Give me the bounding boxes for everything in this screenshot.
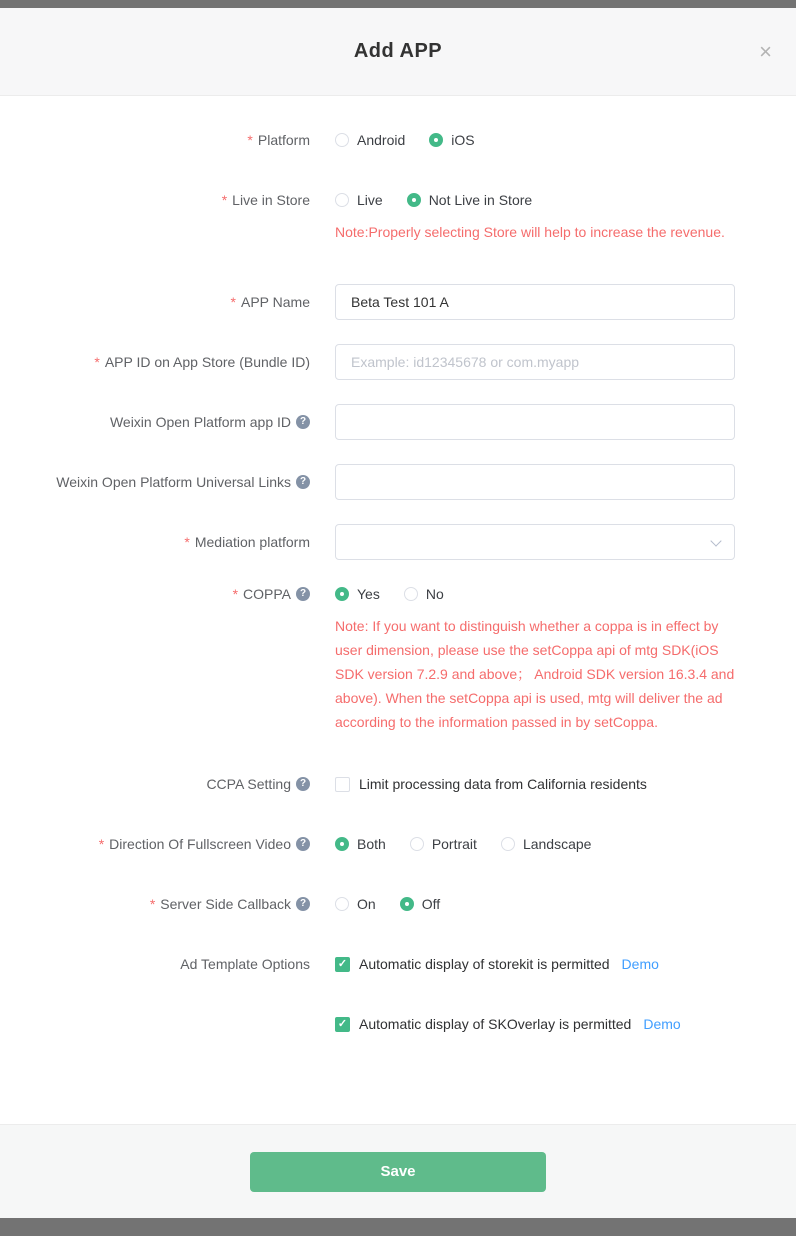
bundle-id-label	[0, 344, 310, 380]
ccpa-content	[335, 774, 796, 794]
radio-coppa-yes[interactable]	[335, 586, 380, 602]
label-text: Server Side Callback	[160, 896, 291, 912]
radio-live[interactable]	[335, 192, 383, 208]
form-row-weixin-app-id	[0, 404, 796, 440]
radio-icon	[335, 587, 349, 601]
label-text: Ad Template Options	[180, 956, 310, 972]
radio-direction-portrait[interactable]	[410, 836, 477, 852]
weixin-links-content	[335, 464, 796, 500]
bundle-id-input[interactable]	[335, 344, 735, 380]
radio-icon	[407, 193, 421, 207]
label-text: APP ID on App Store (Bundle ID)	[104, 354, 310, 370]
server-callback-options	[335, 894, 796, 914]
coppa-label	[0, 584, 310, 604]
form-row-server-callback	[0, 894, 796, 914]
required-mark: *	[98, 836, 105, 852]
radio-platform-ios[interactable]	[429, 132, 474, 148]
dialog-body	[0, 96, 796, 1124]
radio-label: Off	[421, 896, 441, 912]
ad-template-item-storekit	[335, 954, 796, 974]
help-icon[interactable]	[296, 587, 310, 601]
checkbox-label: Limit processing data from California residents	[359, 776, 647, 792]
radio-label: Portrait	[431, 836, 477, 852]
help-icon[interactable]	[296, 475, 310, 489]
label-text: CCPA Setting	[206, 776, 291, 792]
checkbox-icon[interactable]	[335, 777, 350, 792]
weixin-links-label	[0, 464, 310, 500]
form-row-weixin-links	[0, 464, 796, 500]
backdrop-bottom	[0, 1218, 796, 1236]
ad-template-content	[335, 954, 796, 1034]
radio-label: Landscape	[522, 836, 592, 852]
platform-label	[0, 130, 310, 150]
live-in-store-options	[335, 190, 796, 210]
required-mark: *	[94, 354, 100, 370]
coppa-note: Note: If you want to distinguish whether a coppa is in effect by user dimension, please use the setCoppa api of mtg SDK(iOS SDK version 7.2.9 and above； Android SDK version 16.3.4 and above). When the setCoppa api is used, mtg will deliver the ad according to the information passed in by setCoppa.	[335, 618, 735, 730]
ccpa-checkbox-row[interactable]	[335, 774, 796, 794]
label-text: APP Name	[241, 294, 310, 310]
form-row-ad-template	[0, 954, 796, 1034]
label-text: Weixin Open Platform Universal Links	[56, 474, 291, 490]
app-name-input[interactable]	[335, 284, 735, 320]
required-mark: *	[149, 896, 156, 912]
weixin-app-id-label	[0, 404, 310, 440]
ccpa-label	[0, 774, 310, 794]
checkbox-icon[interactable]	[335, 1017, 350, 1032]
weixin-app-id-input[interactable]	[335, 404, 735, 440]
radio-callback-off[interactable]	[400, 896, 440, 912]
label-text: Platform	[257, 132, 310, 148]
radio-label: Not Live in Store	[428, 192, 533, 208]
form-row-direction	[0, 834, 796, 854]
radio-icon	[429, 133, 443, 147]
mediation-select[interactable]	[335, 524, 735, 560]
bundle-id-content	[335, 344, 796, 380]
demo-link-storekit[interactable]: Demo	[621, 956, 659, 972]
label-text: Direction Of Fullscreen Video	[109, 836, 291, 852]
help-icon[interactable]	[296, 777, 310, 791]
radio-direction-both[interactable]	[335, 836, 386, 852]
dialog-footer	[0, 1124, 796, 1218]
label-text: COPPA	[243, 586, 291, 602]
radio-label: Android	[357, 132, 406, 148]
coppa-options	[335, 584, 796, 604]
add-app-dialog	[0, 8, 796, 1218]
mediation-content	[335, 524, 796, 560]
label-text: Mediation platform	[194, 534, 310, 550]
radio-direction-landscape[interactable]	[501, 836, 592, 852]
radio-label: On	[357, 896, 376, 912]
app-name-label	[0, 284, 310, 320]
required-mark: *	[247, 132, 253, 148]
radio-label: Yes	[357, 586, 380, 602]
label-text: Live in Store	[232, 192, 310, 208]
help-icon[interactable]	[296, 837, 310, 851]
direction-content	[335, 834, 796, 854]
radio-icon	[335, 837, 349, 851]
radio-icon	[400, 897, 414, 911]
radio-icon	[501, 837, 515, 851]
server-callback-content	[335, 894, 796, 914]
direction-label	[0, 834, 310, 854]
ad-template-label	[0, 954, 310, 974]
radio-platform-android[interactable]	[335, 132, 405, 148]
radio-label: Live	[357, 192, 383, 208]
dialog-title: Add APP	[353, 40, 443, 62]
radio-icon	[410, 837, 424, 851]
form-row-platform	[0, 130, 796, 150]
required-mark: *	[230, 294, 236, 310]
radio-icon	[404, 587, 418, 601]
radio-label: No	[425, 586, 444, 602]
radio-coppa-no[interactable]	[404, 586, 444, 602]
weixin-app-id-content	[335, 404, 796, 440]
form-row-app-name	[0, 284, 796, 320]
mediation-label	[0, 524, 310, 560]
backdrop-top	[0, 0, 796, 8]
save-button[interactable]: Save	[250, 1152, 546, 1192]
chevron-down-icon	[710, 535, 721, 546]
radio-label: iOS	[451, 132, 475, 148]
form-row-mediation	[0, 524, 796, 560]
radio-icon	[335, 897, 349, 911]
form-row-coppa	[0, 584, 796, 734]
help-icon[interactable]	[296, 415, 310, 429]
form-row-live-in-store	[0, 190, 796, 244]
form-row-bundle-id	[0, 344, 796, 380]
radio-callback-on[interactable]	[335, 896, 376, 912]
form-row-ccpa	[0, 774, 796, 794]
demo-link-skoverlay[interactable]: Demo	[643, 1016, 681, 1032]
close-icon[interactable]: ×	[759, 38, 772, 64]
required-mark: *	[232, 586, 239, 602]
platform-content	[335, 130, 796, 150]
radio-label: Both	[357, 836, 386, 852]
required-mark: *	[184, 534, 190, 550]
live-in-store-note: Note:Properly selecting Store will help to increase the revenue.	[335, 224, 725, 240]
checkbox-label: Automatic display of storekit is permitted	[359, 956, 610, 972]
coppa-content	[335, 584, 796, 734]
radio-icon	[335, 193, 349, 207]
live-in-store-content	[335, 190, 796, 244]
direction-options	[335, 834, 796, 854]
radio-icon	[335, 133, 349, 147]
app-name-content	[335, 284, 796, 320]
checkbox-label: Automatic display of SKOverlay is permitted	[359, 1016, 632, 1032]
platform-options	[335, 130, 796, 150]
radio-not-live[interactable]	[407, 192, 533, 208]
ad-template-item-skoverlay	[335, 1014, 796, 1034]
label-text: Weixin Open Platform app ID	[109, 414, 291, 430]
weixin-links-input[interactable]	[335, 464, 735, 500]
live-in-store-label	[0, 190, 310, 210]
server-callback-label	[0, 894, 310, 914]
checkbox-icon[interactable]	[335, 957, 350, 972]
help-icon[interactable]	[296, 897, 310, 911]
required-mark: *	[221, 192, 228, 208]
dialog-header	[0, 8, 796, 96]
